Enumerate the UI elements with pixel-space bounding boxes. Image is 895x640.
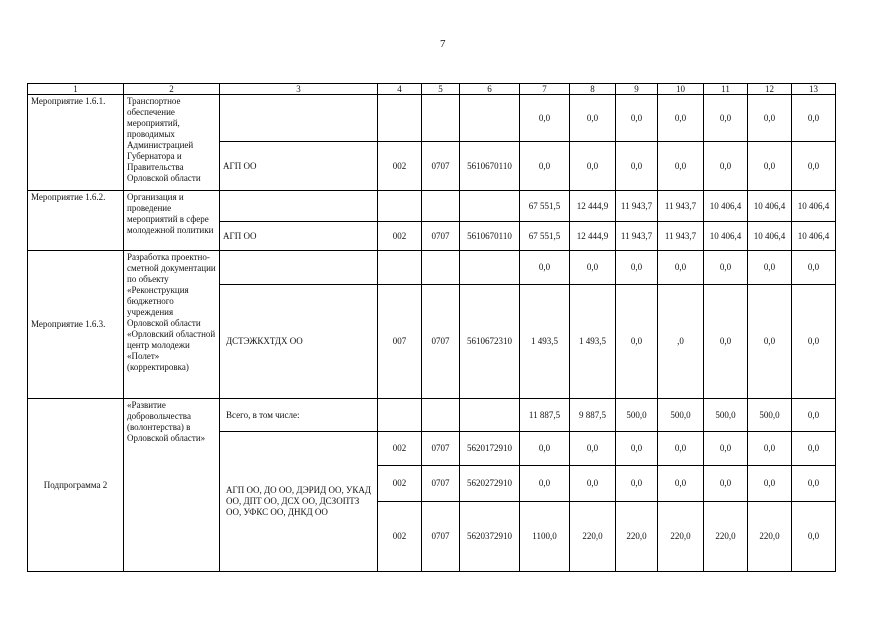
column-header: 3 (220, 84, 378, 95)
table-cell: 002 (378, 466, 422, 502)
budget-table (27, 83, 836, 572)
table-cell: 12 444,9 (570, 222, 616, 251)
table-cell: 0707 (422, 285, 460, 399)
table-cell: 0,0 (704, 432, 748, 466)
table-cell (422, 191, 460, 222)
table-cell: 12 444,9 (570, 191, 616, 222)
column-header: 11 (704, 84, 748, 95)
table-cell: 11 943,7 (616, 191, 658, 222)
table-cell: 500,0 (658, 399, 704, 432)
column-header: 10 (658, 84, 704, 95)
table-cell: 1100,0 (520, 502, 570, 572)
table-cell: 11 943,7 (616, 222, 658, 251)
row-description: Транспортное обеспечение мероприятий, проводимых Администрацией Губернатора и Правительства Орловской области (124, 95, 220, 191)
table-row (28, 191, 836, 222)
row-description: Разработка проектно-сметной документации по объекту «Реконструкция бюджетного учреждения Орловской области «Орловский областной центр молодежи «Полет» (корректировка) (124, 251, 220, 399)
table-cell: 0,0 (520, 142, 570, 191)
table-cell: 11 943,7 (658, 222, 704, 251)
table-cell: 9 887,5 (570, 399, 616, 432)
table-cell: 10 406,4 (748, 191, 792, 222)
table-cell (460, 191, 520, 222)
table-cell (378, 95, 422, 142)
column-header: 4 (378, 84, 422, 95)
table-cell: 0,0 (616, 251, 658, 285)
table-cell: 0,0 (792, 466, 836, 502)
table-cell: 220,0 (616, 502, 658, 572)
table-cell: 0,0 (704, 285, 748, 399)
table-cell (460, 95, 520, 142)
table-cell: 5610670110 (460, 142, 520, 191)
table-cell: 500,0 (616, 399, 658, 432)
table-cell: 0,0 (520, 95, 570, 142)
table-cell: 0,0 (748, 142, 792, 191)
table-cell: 5610670110 (460, 222, 520, 251)
table-cell: 11 943,7 (658, 191, 704, 222)
table-row (28, 95, 836, 142)
column-header: 8 (570, 84, 616, 95)
table-cell: 0,0 (616, 432, 658, 466)
table-cell: 0707 (422, 466, 460, 502)
table-cell: 11 887,5 (520, 399, 570, 432)
table-cell: 0,0 (748, 285, 792, 399)
table-cell (422, 399, 460, 432)
column-header: 5 (422, 84, 460, 95)
table-cell: 0,0 (792, 399, 836, 432)
table-cell: 0707 (422, 502, 460, 572)
table-cell (422, 95, 460, 142)
table-cell: 002 (378, 502, 422, 572)
column-header: 9 (616, 84, 658, 95)
table-cell: 220,0 (658, 502, 704, 572)
executor-cell: АГП ОО (220, 142, 378, 191)
table-cell (422, 251, 460, 285)
table-cell: 0,0 (792, 95, 836, 142)
table-cell: 0,0 (570, 466, 616, 502)
header-row (28, 84, 836, 95)
table-cell: 0,0 (704, 95, 748, 142)
table-cell: 1 493,5 (570, 285, 616, 399)
table-cell: 0,0 (658, 466, 704, 502)
table-cell: 002 (378, 222, 422, 251)
table-cell: 5620272910 (460, 466, 520, 502)
table-cell: 0,0 (616, 466, 658, 502)
column-header: 7 (520, 84, 570, 95)
table-cell: 0707 (422, 222, 460, 251)
column-header: 13 (792, 84, 836, 95)
table-cell: 500,0 (704, 399, 748, 432)
table-cell: 0,0 (704, 251, 748, 285)
table-cell: 0,0 (616, 95, 658, 142)
table-cell: 1 493,5 (520, 285, 570, 399)
table-cell: 10 406,4 (748, 222, 792, 251)
table-cell: 0,0 (520, 466, 570, 502)
table-cell: 0,0 (792, 251, 836, 285)
total-label: Всего, в том числе: (220, 399, 378, 432)
table-cell: 0,0 (792, 142, 836, 191)
executor-cell (220, 95, 378, 142)
table-cell: 0,0 (658, 432, 704, 466)
table-cell: 0,0 (748, 251, 792, 285)
table-cell: 007 (378, 285, 422, 399)
table-cell: 0,0 (616, 285, 658, 399)
table-cell: 220,0 (748, 502, 792, 572)
table-cell: 220,0 (570, 502, 616, 572)
table-cell: 10 406,4 (792, 191, 836, 222)
table-cell: 0,0 (658, 251, 704, 285)
executor-cell: ДСТЭЖКХТДХ ОО (220, 285, 378, 399)
table-cell: 67 551,5 (520, 222, 570, 251)
table-cell: 0,0 (520, 432, 570, 466)
table-cell: 002 (378, 142, 422, 191)
row-label: Мероприятие 1.6.3. (28, 251, 124, 399)
table-cell (378, 251, 422, 285)
table-row (28, 399, 836, 432)
table-cell: 0,0 (748, 432, 792, 466)
column-header: 2 (124, 84, 220, 95)
table-cell (378, 191, 422, 222)
table-cell: 0,0 (616, 142, 658, 191)
table-cell: 5620372910 (460, 502, 520, 572)
table-cell: 500,0 (748, 399, 792, 432)
table-cell: 0,0 (792, 432, 836, 466)
table-cell: 10 406,4 (704, 222, 748, 251)
table-cell: 67 551,5 (520, 191, 570, 222)
table-cell: 002 (378, 432, 422, 466)
column-header: 12 (748, 84, 792, 95)
table-cell: 10 406,4 (704, 191, 748, 222)
executor-cell (220, 251, 378, 285)
executor-cell: АГП ОО, ДО ОО, ДЭРИД ОО, УКАД ОО, ДПТ ОО, ДСХ ОО, ДСЗОПТЗ ОО, УФКС ОО, ДНКД ОО (220, 432, 378, 572)
table-cell: 0,0 (658, 142, 704, 191)
table-cell: 10 406,4 (792, 222, 836, 251)
executor-cell: АГП ОО (220, 222, 378, 251)
table-cell: 0,0 (748, 95, 792, 142)
table-row (28, 251, 836, 285)
table-cell: 0707 (422, 142, 460, 191)
row-label: Подпрограмма 2 (28, 399, 124, 572)
table-cell: 220,0 (704, 502, 748, 572)
table-cell: 0,0 (704, 466, 748, 502)
table-cell: 0,0 (570, 251, 616, 285)
table-cell: 0707 (422, 432, 460, 466)
row-description: Организация и проведение мероприятий в сфере молодежной политики (124, 191, 220, 251)
row-description: «Развитие добровольчества (волонтерства) в Орловской области» (124, 399, 220, 572)
column-header: 6 (460, 84, 520, 95)
row-label: Мероприятие 1.6.1. (28, 95, 124, 191)
table-cell: 0,0 (570, 95, 616, 142)
table-cell: 5610672310 (460, 285, 520, 399)
executor-cell (220, 191, 378, 222)
column-header: 1 (28, 84, 124, 95)
table-cell: 0,0 (792, 285, 836, 399)
table-cell: 0,0 (520, 251, 570, 285)
table-cell: 5620172910 (460, 432, 520, 466)
table-cell (460, 399, 520, 432)
row-label: Мероприятие 1.6.2. (28, 191, 124, 251)
table-cell: 0,0 (570, 142, 616, 191)
table-cell: ,0 (658, 285, 704, 399)
page-number: 7 (440, 38, 446, 50)
table-cell: 0,0 (704, 142, 748, 191)
table-cell (378, 399, 422, 432)
table-cell: 0,0 (658, 95, 704, 142)
table-cell: 0,0 (570, 432, 616, 466)
table-cell (460, 251, 520, 285)
table-cell: 0,0 (792, 502, 836, 572)
table-cell: 0,0 (748, 466, 792, 502)
